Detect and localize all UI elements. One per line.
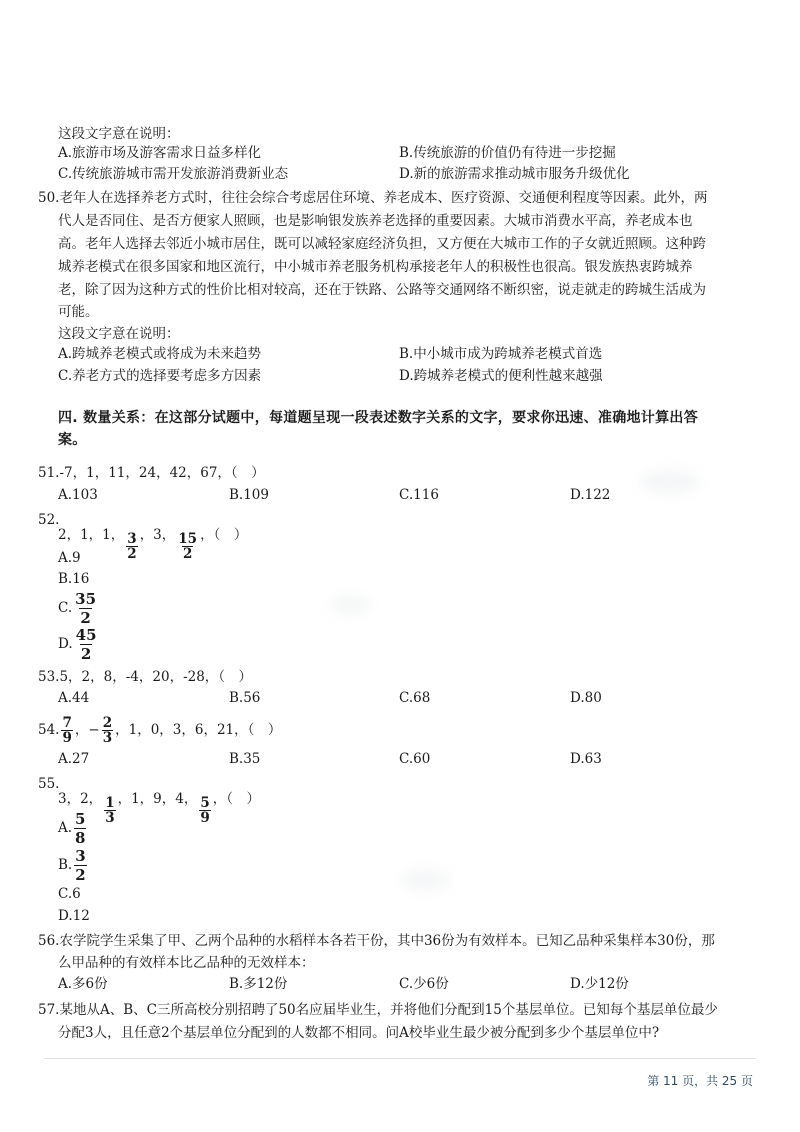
q54-fraction-2	[102, 716, 113, 745]
q50-option-a[interactable]: A.跨城养老模式或将成为未来趋势	[58, 346, 262, 362]
q51-option-a[interactable]: A.103	[58, 487, 98, 503]
q50-option-c[interactable]: C.养老方式的选择要考虑多方因素	[58, 368, 262, 384]
q50-option-d[interactable]: D.跨城养老模式的便利性越来越强	[399, 368, 603, 384]
q55-option-a-fraction	[74, 810, 86, 847]
fraction-denominator: 2	[80, 609, 91, 627]
fraction-numerator: 5	[200, 795, 210, 811]
q50-stem-line-4: 城养老模式在很多国家和地区流行，中小城市养老服务机构承接老年人的积极性也很高。银发族热衷跨城养	[58, 259, 693, 275]
fraction-numerator: 15	[178, 531, 198, 547]
q56-stem-line-1: 56.农学院学生采集了甲、乙两个品种的水稻样本各若干份，其中36份为有效样本。已知乙品种采集样本30份，那	[38, 933, 715, 949]
q52-option-c-label: C.	[58, 600, 73, 616]
scan-smudge	[640, 470, 700, 494]
fraction-denominator: 8	[75, 829, 86, 847]
q49-option-a[interactable]: A.旅游市场及游客需求日益多样化	[58, 145, 262, 161]
q53-option-d[interactable]: D.80	[570, 690, 602, 706]
q52-sequence	[58, 518, 247, 561]
q52-seq-part-a: 2，1，1，	[58, 527, 125, 543]
scan-smudge	[330, 596, 370, 614]
fraction-numerator: 45	[75, 626, 97, 644]
q56-option-d[interactable]: D.少12份	[570, 976, 629, 992]
q49-prompt: 这段文字意在说明：	[58, 126, 180, 142]
q56-option-c[interactable]: C.少6份	[399, 976, 449, 992]
q49-option-b[interactable]: B.传统旅游的价值仍有待进一步挖掘	[399, 145, 616, 161]
q54-separator: ，	[74, 722, 89, 738]
q56-option-a[interactable]: A.多6份	[58, 976, 108, 992]
fraction-denominator: 2	[75, 866, 86, 884]
footer-divider	[44, 1058, 756, 1059]
q57-stem-line-2: 分配3人，且任意2个基层单位分配到的人数都不相同。问A校毕业生最少被分配到多少个基层单位中?	[58, 1025, 660, 1041]
fraction-numerator: 35	[75, 590, 97, 608]
section-4-title-line-2: 案。	[58, 432, 87, 448]
fraction-numerator: 3	[75, 847, 86, 865]
fraction-numerator: 3	[127, 531, 137, 547]
q52-fraction-1	[126, 532, 137, 561]
q51-option-b[interactable]: B.109	[229, 487, 269, 503]
q54-fraction-1	[61, 716, 72, 745]
q52-seq-part-c: ，（ ）	[200, 527, 248, 543]
fraction-denominator: 2	[182, 546, 193, 562]
section-4-title-line-1: 四. 数量关系：在这部分试题中，每道题呈现一段表述数字关系的文字，要求你迅速、准确地计算出答	[58, 410, 698, 426]
q50-stem-line-3: 高。老年人选择去邻近小城市居住，既可以减轻家庭经济负担，又方便在大城市工作的子女就近照顾。这种跨	[58, 236, 706, 252]
q52-number: 52.	[38, 512, 60, 528]
q53-option-b[interactable]: B.56	[229, 690, 261, 706]
q52-option-b[interactable]: B.16	[58, 571, 90, 587]
q54-number: 54.	[38, 722, 60, 738]
q51-stem: 51.-7，1，11，24，42，67，（ ）	[38, 465, 265, 481]
fraction-denominator: 2	[80, 645, 92, 663]
q55-fraction-1	[104, 796, 115, 825]
q55-seq-part-c: ，（ ）	[212, 791, 261, 807]
q54-option-a[interactable]: A.27	[58, 751, 90, 767]
q55-option-b[interactable]	[58, 845, 89, 885]
q55-option-a[interactable]	[58, 808, 88, 848]
q55-seq-part-b: ，1，9，4，	[117, 791, 198, 807]
fraction-denominator: 2	[127, 546, 137, 562]
fraction-denominator: 9	[200, 810, 210, 826]
q55-number: 55.	[38, 776, 60, 792]
q50-stem-line-2: 代人是否同住、是否方便家人照顾，也是影响银发族养老选择的重要因素。大城市消费水平高，养老成本也	[58, 213, 693, 229]
q52-option-d-label: D.	[58, 636, 73, 652]
fraction-denominator: 9	[62, 730, 72, 746]
q56-option-b[interactable]: B.多12份	[229, 976, 288, 992]
q55-option-c[interactable]: C.6	[58, 886, 81, 902]
q54-sequence-rest: ，1，0，3，6，21，（ ）	[115, 722, 282, 738]
q53-option-c[interactable]: C.68	[399, 690, 431, 706]
q52-option-d-fraction	[75, 626, 98, 663]
q53-option-a[interactable]: A.44	[58, 690, 90, 706]
q54-option-c[interactable]: C.60	[399, 751, 431, 767]
q52-option-a[interactable]: A.9	[58, 550, 81, 566]
q55-option-a-label: A.	[58, 820, 73, 836]
q49-option-d[interactable]: D.新的旅游需求推动城市服务升级优化	[399, 166, 630, 182]
q54-option-d[interactable]: D.63	[570, 751, 602, 767]
q50-option-b[interactable]: B.中小城市成为跨城养老模式首选	[399, 346, 603, 362]
q49-option-c[interactable]: C.传统旅游城市需开发旅游消费新业态	[58, 166, 289, 182]
q56-stem-line-2: 么甲品种的有效样本比乙品种的无效样本：	[58, 955, 315, 971]
q55-option-d[interactable]: D.12	[58, 908, 90, 924]
q55-fraction-2	[199, 796, 210, 825]
q51-option-c[interactable]: C.116	[399, 487, 439, 503]
fraction-denominator: 3	[102, 730, 113, 746]
q54-stem	[38, 712, 281, 748]
q50-stem-line-6: 可能。	[58, 304, 99, 320]
fraction-numerator: 5	[75, 810, 86, 828]
fraction-numerator: 1	[105, 795, 115, 811]
q51-option-d[interactable]: D.122	[570, 487, 611, 503]
q54-minus-sign: −	[88, 722, 100, 738]
q52-option-c-fraction	[74, 590, 97, 627]
q55-option-b-fraction	[74, 847, 86, 884]
q52-seq-part-b: ，3，	[139, 527, 176, 543]
q52-fraction-2	[177, 532, 198, 561]
fraction-denominator: 3	[105, 810, 115, 826]
q50-stem-line-1: 50.老年人在选择养老方式时，往往会综合考虑居住环境、养老成本、医疗资源、交通便利程度等因素。此外，两	[38, 190, 708, 206]
q50-stem-line-5: 老，除了因为这种方式的性价比相对较高，还在于铁路、公路等交通网络不断织密，说走就走的跨城生活成为	[58, 282, 706, 298]
page-number: 第 11 页，共 25 页	[647, 1074, 753, 1088]
q52-option-c[interactable]	[58, 588, 99, 628]
q54-option-b[interactable]: B.35	[229, 751, 261, 767]
scan-smudge	[400, 870, 450, 890]
q50-prompt: 这段文字意在说明：	[58, 326, 180, 342]
q53-stem: 53.5，2，8，-4，20，-28，（ ）	[38, 669, 253, 685]
q52-option-d[interactable]	[58, 624, 100, 664]
fraction-numerator: 2	[102, 715, 113, 731]
fraction-numerator: 7	[62, 715, 72, 731]
q55-seq-part-a: 3，2，	[58, 791, 103, 807]
q57-stem-line-1: 57.某地从A、B、C三所高校分别招聘了50名应届毕业生，并将他们分配到15个基层单位。已知每个基层单位最少	[38, 1002, 718, 1018]
q55-option-b-label: B.	[58, 857, 73, 873]
